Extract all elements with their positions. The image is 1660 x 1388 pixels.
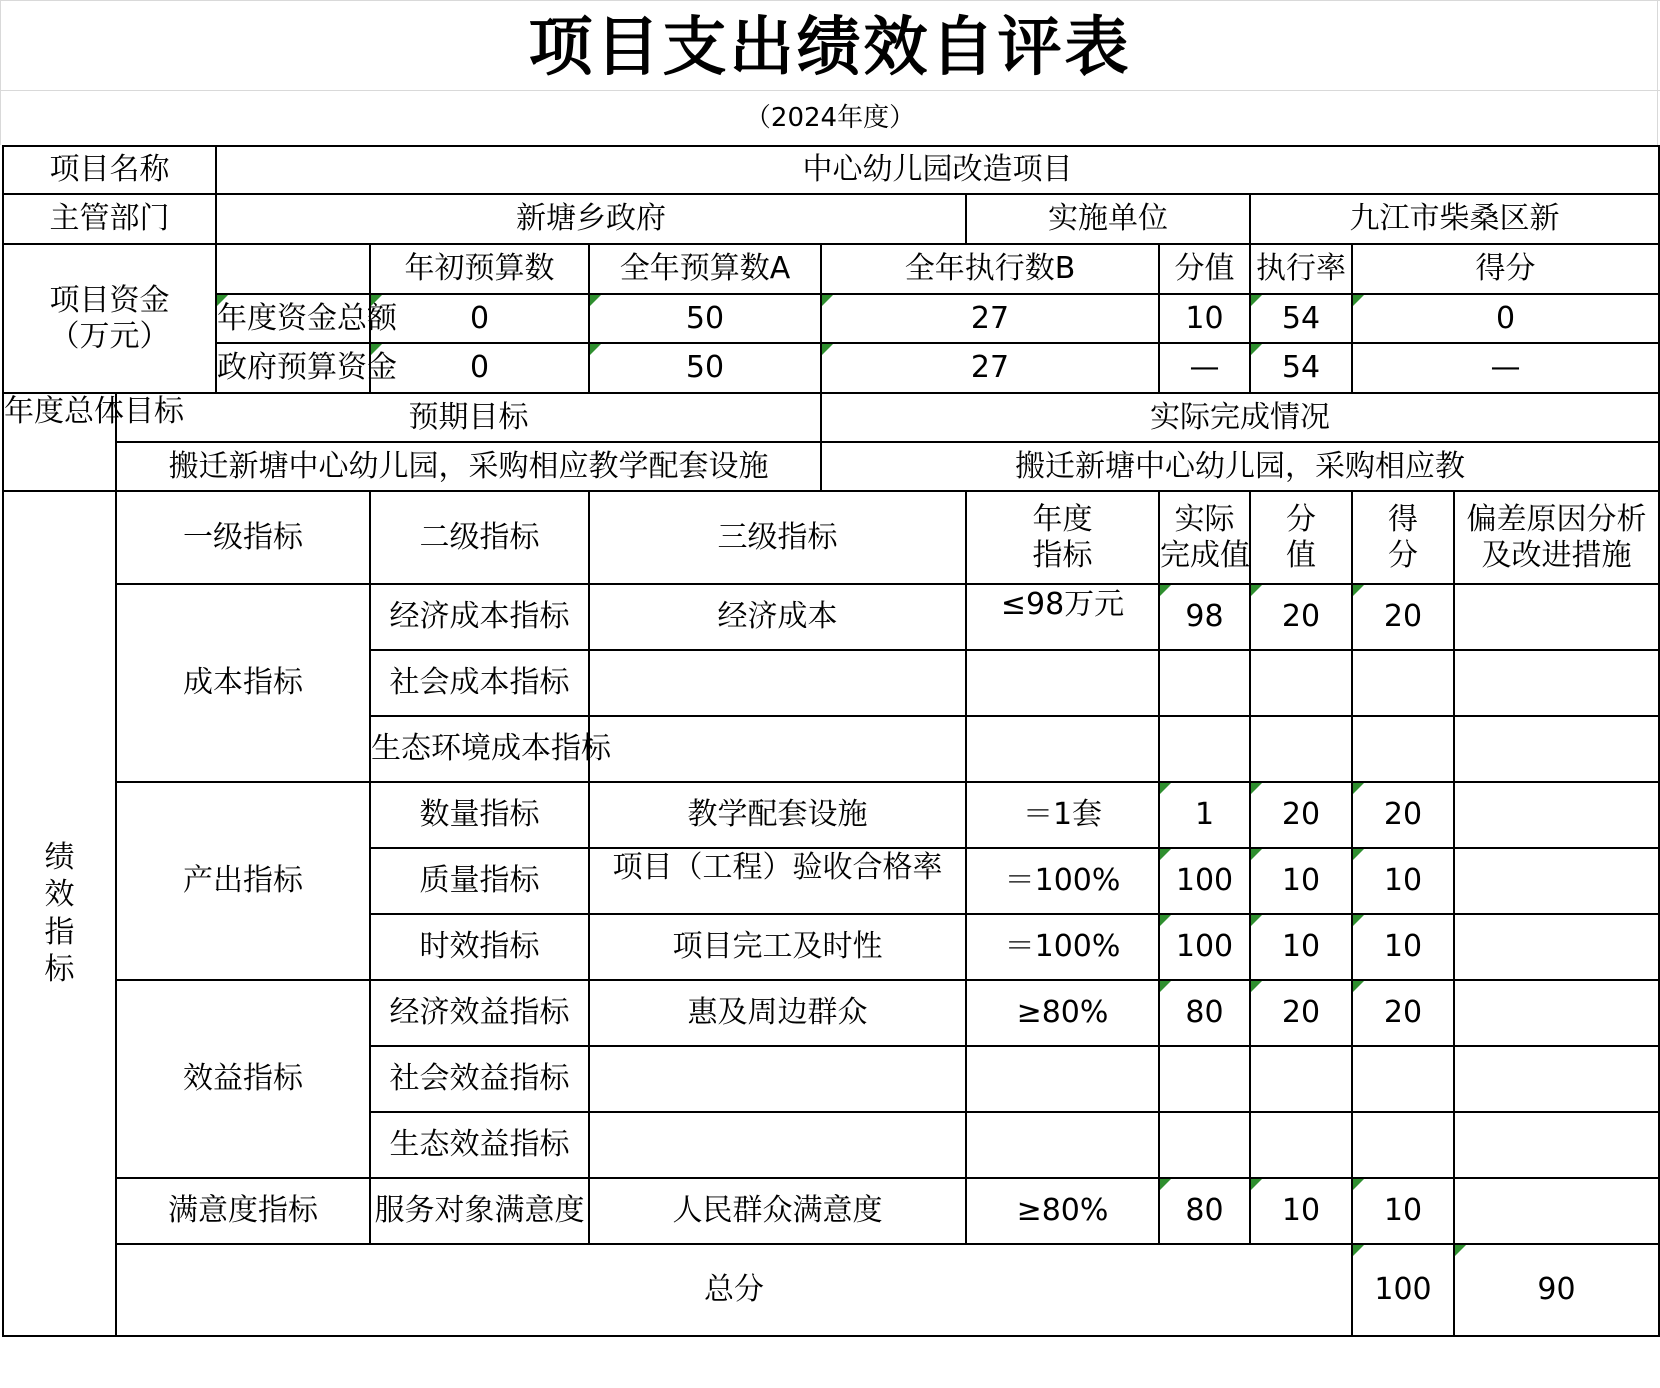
indicator-row bbox=[3, 782, 1659, 848]
actual-completion-header[interactable]: 实际完成情况 bbox=[821, 393, 1659, 442]
annual-target-cell[interactable]: ≥80% bbox=[966, 980, 1159, 1046]
level1-cell[interactable]: 成本指标 bbox=[116, 584, 370, 782]
score-cell[interactable] bbox=[1352, 1112, 1454, 1178]
department-label[interactable]: 主管部门 bbox=[3, 194, 216, 244]
project-name-row bbox=[3, 146, 1659, 194]
total-row bbox=[3, 1244, 1659, 1336]
points-cell[interactable] bbox=[1250, 1046, 1352, 1112]
funds-total-score[interactable]: 0 bbox=[1352, 294, 1659, 343]
score-cell[interactable] bbox=[1352, 716, 1454, 782]
indicator-row bbox=[3, 1178, 1659, 1244]
deviation-cell[interactable] bbox=[1454, 716, 1659, 782]
funds-gov-executed[interactable]: 27 bbox=[821, 343, 1159, 393]
score-cell[interactable]: 10 bbox=[1352, 1178, 1454, 1244]
indicator-row bbox=[3, 980, 1659, 1046]
funds-label-line2: （万元） bbox=[49, 318, 170, 354]
level3-cell[interactable]: 教学配套设施 bbox=[589, 782, 966, 848]
points-header-line2: 值 bbox=[1286, 537, 1316, 573]
level2-cell[interactable]: 社会效益指标 bbox=[370, 1046, 589, 1112]
level1-cell[interactable]: 效益指标 bbox=[116, 980, 370, 1178]
funds-row-total bbox=[3, 294, 1659, 343]
funds-header-blank[interactable] bbox=[216, 244, 370, 294]
annual-goal-label-text: 年度总体目标 bbox=[4, 394, 184, 429]
actual-value-header-line2: 完成值 bbox=[1160, 537, 1250, 573]
deviation-cell[interactable] bbox=[1454, 782, 1659, 848]
level2-cell[interactable]: 时效指标 bbox=[370, 914, 589, 980]
score-cell[interactable]: 10 bbox=[1352, 848, 1454, 914]
annual-target-cell[interactable] bbox=[966, 584, 1159, 650]
implementing-unit-label[interactable]: 实施单位 bbox=[966, 194, 1250, 244]
project-name-label[interactable]: 项目名称 bbox=[3, 146, 216, 194]
deviation-cell[interactable] bbox=[1454, 848, 1659, 914]
deviation-cell[interactable] bbox=[1454, 650, 1659, 716]
actual-value-cell[interactable] bbox=[1159, 1046, 1250, 1112]
department-row bbox=[3, 194, 1659, 244]
annual-target-cell[interactable]: ＝1套 bbox=[966, 782, 1159, 848]
points-header[interactable] bbox=[1250, 491, 1352, 584]
points-cell[interactable]: 20 bbox=[1250, 584, 1352, 650]
funds-total-score-value[interactable]: 10 bbox=[1159, 294, 1250, 343]
actual-value-cell[interactable] bbox=[1159, 650, 1250, 716]
funds-header-executed[interactable]: 全年执行数B bbox=[821, 244, 1159, 294]
performance-indicators-label-text: 绩效指标 bbox=[44, 839, 75, 987]
score-cell[interactable] bbox=[1352, 1046, 1454, 1112]
funds-gov-label[interactable]: 政府预算资金 bbox=[216, 343, 370, 393]
level2-cell[interactable]: 质量指标 bbox=[370, 848, 589, 914]
funds-header-annual[interactable]: 全年预算数A bbox=[589, 244, 821, 294]
annual-target-cell[interactable] bbox=[966, 1112, 1159, 1178]
level3-text: 项目（工程）验收合格率 bbox=[612, 850, 943, 885]
funds-header-rate[interactable]: 执行率 bbox=[1250, 244, 1352, 294]
level3-cell[interactable] bbox=[589, 1046, 966, 1112]
funds-label[interactable] bbox=[3, 244, 216, 393]
points-cell[interactable] bbox=[1250, 1112, 1352, 1178]
funds-total-annual[interactable]: 50 bbox=[589, 294, 821, 343]
actual-value-cell[interactable] bbox=[1159, 1112, 1250, 1178]
deviation-cell[interactable] bbox=[1454, 980, 1659, 1046]
points-cell[interactable]: 20 bbox=[1250, 980, 1352, 1046]
funds-header-initial[interactable]: 年初预算数 bbox=[370, 244, 589, 294]
deviation-cell[interactable] bbox=[1454, 1112, 1659, 1178]
level1-cell[interactable]: 产出指标 bbox=[116, 782, 370, 980]
deviation-cell[interactable] bbox=[1454, 1178, 1659, 1244]
gridline bbox=[0, 0, 1660, 1]
funds-header-row bbox=[3, 244, 1659, 294]
points-cell[interactable]: 20 bbox=[1250, 782, 1352, 848]
score-cell[interactable]: 20 bbox=[1352, 782, 1454, 848]
actual-completion-text[interactable]: 搬迁新塘中心幼儿园，采购相应教 bbox=[821, 442, 1659, 491]
expected-goal-header[interactable]: 预期目标 bbox=[116, 393, 821, 442]
funds-gov-annual[interactable]: 50 bbox=[589, 343, 821, 393]
total-score[interactable]: 90 bbox=[1454, 1244, 1659, 1336]
funds-row-government bbox=[3, 343, 1659, 393]
annual-target-cell[interactable]: ＝100% bbox=[966, 914, 1159, 980]
points-cell[interactable] bbox=[1250, 650, 1352, 716]
funds-label-line1: 项目资金 bbox=[49, 282, 170, 318]
funds-header-score[interactable]: 得分 bbox=[1352, 244, 1659, 294]
level3-cell[interactable] bbox=[589, 650, 966, 716]
funds-gov-score-value[interactable]: — bbox=[1159, 343, 1250, 393]
level2-cell[interactable]: 数量指标 bbox=[370, 782, 589, 848]
annual-target-cell[interactable] bbox=[966, 716, 1159, 782]
page-subtitle: （2024年度） bbox=[744, 103, 916, 133]
actual-value-cell[interactable]: 80 bbox=[1159, 1178, 1250, 1244]
score-header[interactable] bbox=[1352, 491, 1454, 584]
level3-cell[interactable]: 惠及周边群众 bbox=[589, 980, 966, 1046]
level3-cell[interactable] bbox=[589, 1112, 966, 1178]
actual-value-cell[interactable]: 80 bbox=[1159, 980, 1250, 1046]
actual-value-cell[interactable]: 1 bbox=[1159, 782, 1250, 848]
actual-value-cell[interactable]: 100 bbox=[1159, 848, 1250, 914]
level3-cell[interactable]: 经济成本 bbox=[589, 584, 966, 650]
funds-header-score-value[interactable]: 分值 bbox=[1159, 244, 1250, 294]
implementing-unit-value[interactable]: 九江市柴桑区新 bbox=[1250, 194, 1659, 244]
level2-cell[interactable]: 经济效益指标 bbox=[370, 980, 589, 1046]
actual-value-header[interactable] bbox=[1159, 491, 1250, 584]
points-cell[interactable]: 10 bbox=[1250, 914, 1352, 980]
points-cell[interactable] bbox=[1250, 716, 1352, 782]
level3-cell[interactable] bbox=[589, 848, 966, 914]
level2-cell[interactable]: 经济成本指标 bbox=[370, 584, 589, 650]
indicator-header-row bbox=[3, 491, 1659, 584]
level3-cell[interactable]: 人民群众满意度 bbox=[589, 1178, 966, 1244]
funds-total-label[interactable]: 年度资金总额 bbox=[216, 294, 370, 343]
annual-target-cell[interactable]: ≥80% bbox=[966, 1178, 1159, 1244]
annual-target-header[interactable] bbox=[966, 491, 1159, 584]
annual-target-cell[interactable]: ＝100% bbox=[966, 848, 1159, 914]
funds-gov-score[interactable]: — bbox=[1352, 343, 1659, 393]
score-cell[interactable]: 10 bbox=[1352, 914, 1454, 980]
deviation-header[interactable] bbox=[1454, 491, 1659, 584]
level2-cell[interactable]: 生态环境成本指标 bbox=[370, 716, 589, 782]
funds-gov-rate[interactable]: 54 bbox=[1250, 343, 1352, 393]
score-header-line1: 得 bbox=[1388, 501, 1418, 537]
level2-cell[interactable]: 社会成本指标 bbox=[370, 650, 589, 716]
level2-header[interactable]: 二级指标 bbox=[370, 491, 589, 584]
level3-header-text: 三级指标 bbox=[717, 519, 838, 555]
annual-target-cell[interactable] bbox=[966, 650, 1159, 716]
annual-goal-label[interactable] bbox=[3, 393, 184, 491]
funds-total-initial[interactable]: 0 bbox=[370, 294, 589, 343]
funds-gov-initial[interactable]: 0 bbox=[370, 343, 589, 393]
level1-cell[interactable]: 满意度指标 bbox=[116, 1178, 370, 1244]
expected-goal-text[interactable]: 搬迁新塘中心幼儿园，采购相应教学配套设施 bbox=[116, 442, 821, 491]
level3-cell[interactable] bbox=[589, 716, 966, 782]
level2-cell[interactable]: 服务对象满意度 bbox=[370, 1178, 589, 1244]
actual-value-cell[interactable]: 98 bbox=[1159, 584, 1250, 650]
project-name-value[interactable]: 中心幼儿园改造项目 bbox=[216, 146, 1659, 194]
points-cell[interactable]: 10 bbox=[1250, 848, 1352, 914]
department-value[interactable]: 新塘乡政府 bbox=[216, 194, 966, 244]
deviation-header-line1: 偏差原因分析 bbox=[1466, 501, 1647, 537]
goal-content-row bbox=[3, 442, 1659, 491]
actual-value-cell[interactable]: 100 bbox=[1159, 914, 1250, 980]
goal-header-row bbox=[3, 393, 1659, 442]
score-cell[interactable] bbox=[1352, 650, 1454, 716]
deviation-header-line2: 及改进措施 bbox=[1481, 537, 1632, 573]
deviation-cell[interactable] bbox=[1454, 584, 1659, 650]
level3-header[interactable] bbox=[589, 491, 966, 584]
page-title: 项目支出绩效自评表 bbox=[528, 10, 1132, 85]
total-points[interactable]: 100 bbox=[1352, 1244, 1454, 1336]
deviation-cell[interactable] bbox=[1454, 1046, 1659, 1112]
performance-table bbox=[2, 145, 1660, 1337]
level2-cell[interactable]: 生态效益指标 bbox=[370, 1112, 589, 1178]
score-cell[interactable]: 20 bbox=[1352, 584, 1454, 650]
points-cell[interactable]: 10 bbox=[1250, 1178, 1352, 1244]
points-header-line1: 分 bbox=[1286, 501, 1316, 537]
level3-cell[interactable]: 项目完工及时性 bbox=[589, 914, 966, 980]
annual-target-cell[interactable] bbox=[966, 1046, 1159, 1112]
funds-total-executed[interactable]: 27 bbox=[821, 294, 1159, 343]
actual-value-header-line1: 实际 bbox=[1174, 501, 1235, 537]
annual-target-header-line2: 指标 bbox=[1032, 537, 1093, 573]
score-cell[interactable]: 20 bbox=[1352, 980, 1454, 1046]
deviation-cell[interactable] bbox=[1454, 914, 1659, 980]
level1-header[interactable]: 一级指标 bbox=[116, 491, 370, 584]
indicator-row bbox=[3, 584, 1659, 650]
total-label[interactable]: 总分 bbox=[116, 1244, 1352, 1336]
annual-target-header-line1: 年度 bbox=[1032, 501, 1093, 537]
funds-total-rate[interactable]: 54 bbox=[1250, 294, 1352, 343]
annual-target-text: ≤98万元 bbox=[1000, 587, 1125, 622]
performance-indicators-label[interactable] bbox=[3, 491, 116, 1336]
gridline bbox=[0, 90, 1660, 91]
score-header-line2: 分 bbox=[1388, 537, 1418, 573]
actual-value-cell[interactable] bbox=[1159, 716, 1250, 782]
